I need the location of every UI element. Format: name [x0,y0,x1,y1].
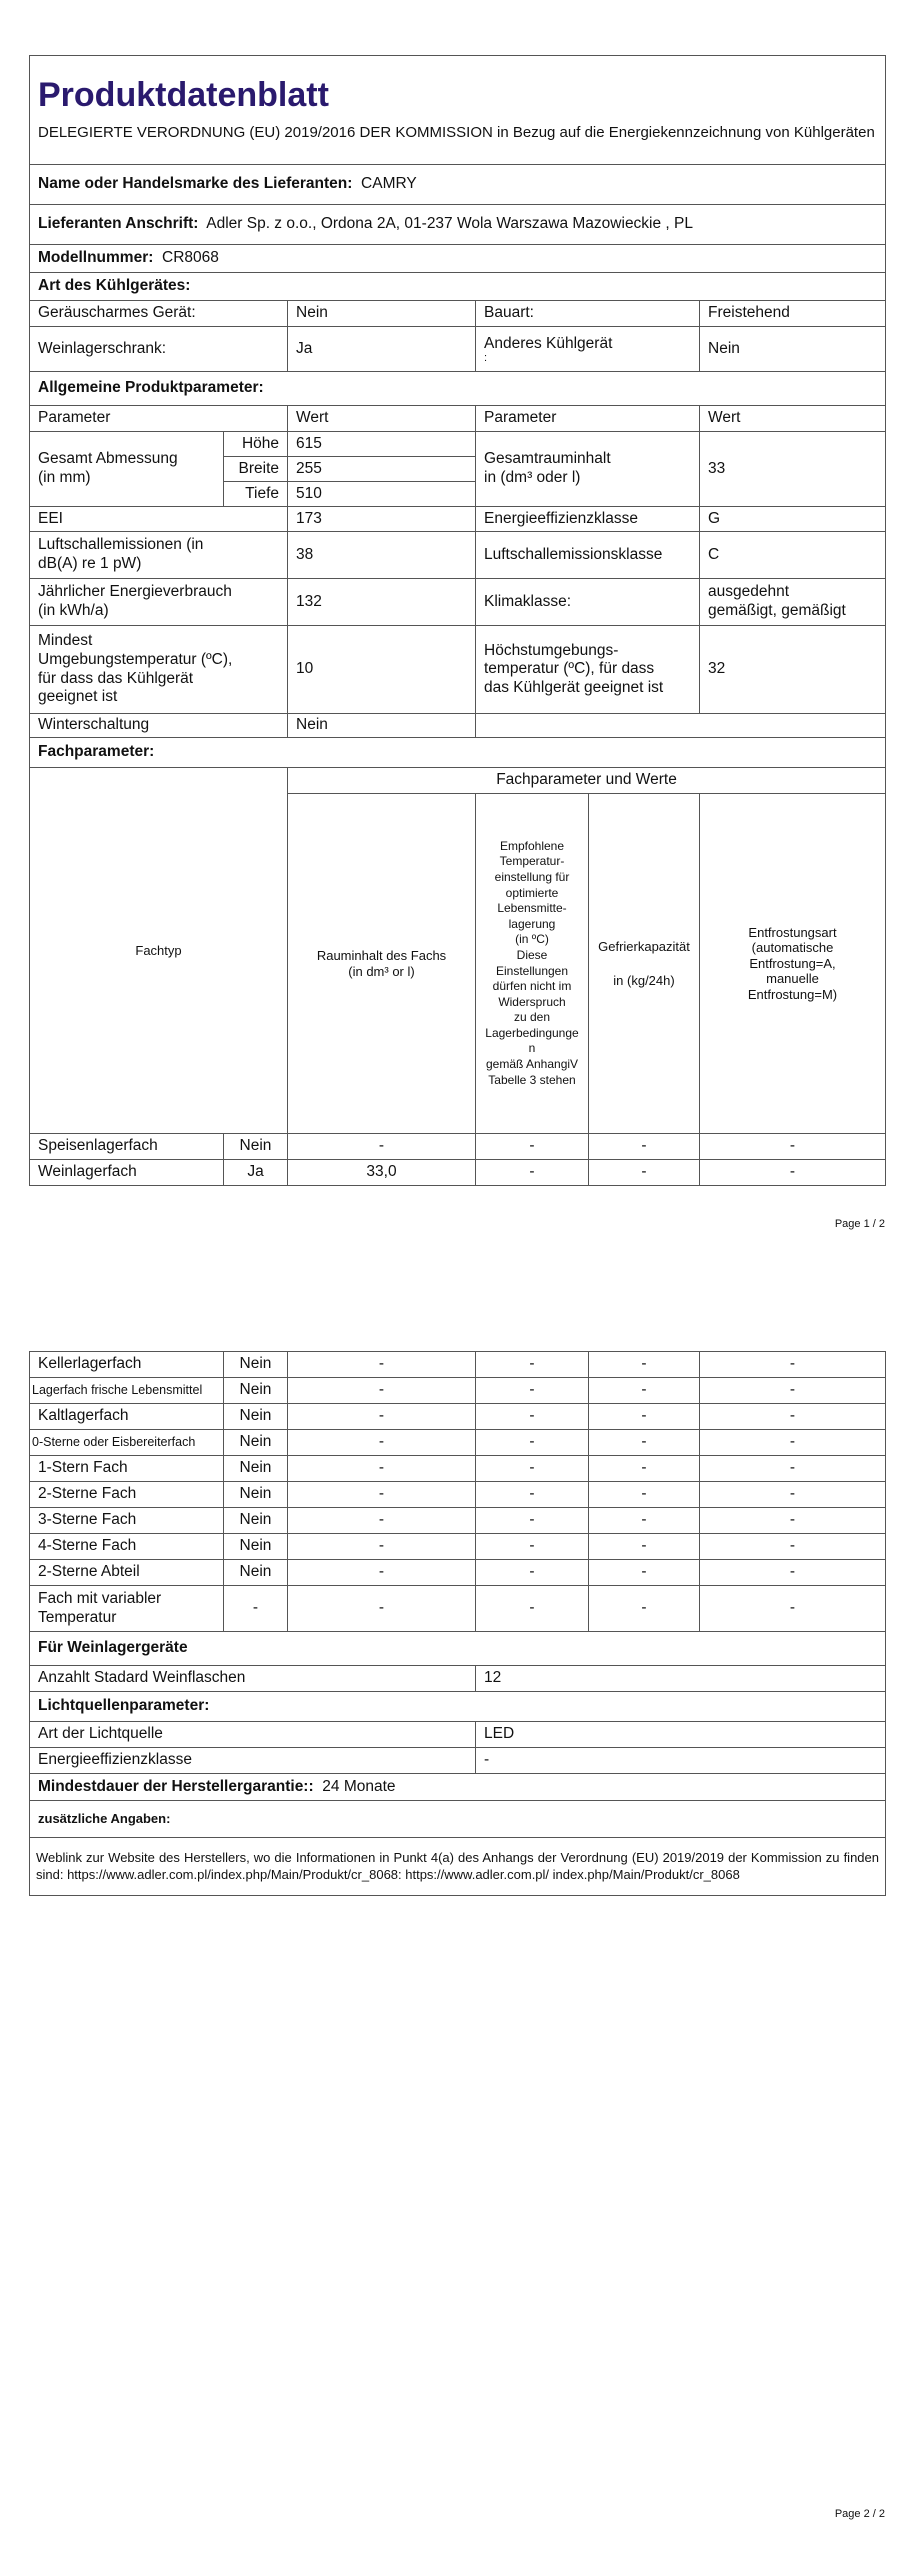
page-number-1: Page 1 / 2 [834,1218,885,1230]
fach-volume: - [288,1560,476,1586]
art-row2-label1: Weinlagerschrank: [30,327,288,372]
fach-volume: - [288,1456,476,1482]
fach-freeze: - [589,1560,700,1586]
fach-row [30,1534,886,1560]
col-defrost [700,794,886,1134]
wein-value: 12 [476,1666,886,1692]
fach-group-header: Fachparameter und Werte [288,768,886,794]
fach-temp: - [476,1404,589,1430]
fach-present: Nein [224,1430,288,1456]
fach-present: Nein [224,1134,288,1160]
dims-key-breite: Breite [224,457,288,482]
supplier-row [30,165,886,205]
fach-name: 2-Sterne Abteil [30,1560,224,1586]
art-row2-colon: : [484,351,488,364]
col-temp [476,794,589,1134]
dims-label-line1: Gesamt Abmessung [38,450,178,468]
winter-value: Nein [288,714,476,738]
col-freeze [589,794,700,1134]
fach-temp: - [476,1352,589,1378]
fach-heading: Fachparameter: [30,738,886,768]
fach-row [30,1508,886,1534]
energy-class-value: G [700,507,886,532]
hdr-wert-1: Wert [288,406,476,432]
fach-volume: - [288,1352,476,1378]
address-label: Lieferanten Anschrift: [38,215,199,233]
licht-type-value: LED [476,1722,886,1748]
fach-row [30,1456,886,1482]
fach-name: Speisenlagerfach [30,1134,224,1160]
min-temp-line4: geeignet ist [38,688,118,706]
col-defrost-line-3: Entfrostung=A, [749,955,836,971]
fach-temp: - [476,1534,589,1560]
fach-freeze: - [589,1482,700,1508]
dims-value-hoehe: 615 [288,432,476,457]
fach-temp: - [476,1430,589,1456]
col-defrost-line-2: (automatische [751,940,834,956]
noise-class-value: C [700,532,886,579]
eei-value: 173 [288,507,476,532]
min-temp-line1: Mindest [38,632,93,650]
dims-label-line2: (in mm) [38,469,91,486]
wein-heading: Für Weinlagergeräte [30,1632,886,1666]
dims-key-hoehe: Höhe [224,432,288,457]
supplier-value: CAMRY [361,175,417,193]
fach-volume: - [288,1482,476,1508]
dims-key-tiefe: Tiefe [224,482,288,507]
noise-label [30,532,288,579]
fach-name: 0-Sterne oder Eisbereiterfach [30,1430,224,1456]
licht-class-value: - [476,1748,886,1774]
winter-empty [476,714,886,738]
col-temp-line-13: Lagerbedingunge [485,1025,579,1040]
variable-defrost: - [700,1586,886,1632]
fach-row [30,1404,886,1430]
model-label: Modellnummer: [38,249,154,267]
fach-freeze: - [589,1508,700,1534]
fach-defrost: - [700,1508,886,1534]
winter-label: Winterschaltung [30,714,288,738]
fach-row [30,1430,886,1456]
fach-temp: - [476,1456,589,1482]
climate-label: Klimaklasse: [476,579,700,626]
fach-row [30,1160,886,1186]
col-freeze-line1: Gefrierkapazität [598,938,690,954]
volume-label-line1: Gesamtrauminhalt [484,450,611,468]
fach-freeze: - [589,1160,700,1186]
fach-row [30,1134,886,1160]
fach-present: Nein [224,1456,288,1482]
fach-present: Nein [224,1560,288,1586]
address-value: Adler Sp. z o.o., Ordona 2A, 01-237 Wola Warszawa Mazowieckie , PL [206,215,694,233]
col-temp-line-5: Lebensmitte- [497,901,567,916]
fach-temp: - [476,1482,589,1508]
fach-row [30,1352,886,1378]
variable-temp: - [476,1586,589,1632]
noise-label-line2: dB(A) re 1 pW) [38,555,142,572]
fach-present: Nein [224,1404,288,1430]
art-row2-value1: Ja [288,327,476,372]
licht-type-label: Art der Lichtquelle [30,1722,476,1748]
garantie-label: Mindestdauer der Herstellergarantie:: [38,1777,314,1795]
fach-present: Nein [224,1378,288,1404]
datasheet-table-page-1 [29,55,886,1186]
licht-class-label: Energieeffizienzklasse [30,1748,476,1774]
fach-defrost: - [700,1430,886,1456]
fach-defrost: - [700,1534,886,1560]
page-2 [29,1351,885,2520]
fach-name: Kellerlagerfach [30,1352,224,1378]
col-temp-line-2: Temperatur- [499,854,565,869]
fach-temp: - [476,1560,589,1586]
volume-value: 33 [700,432,886,507]
energy-label [30,579,288,626]
fach-volume: - [288,1134,476,1160]
climate-value-line1: ausgedehnt [708,583,790,601]
fach-volume: - [288,1430,476,1456]
fach-name: 1-Stern Fach [30,1456,224,1482]
fach-present: Nein [224,1508,288,1534]
fach-defrost: - [700,1456,886,1482]
model-value: CR8068 [162,249,219,267]
energy-value: 132 [288,579,476,626]
col-temp-line-15: gemäß AnhangiV [485,1057,579,1072]
col-temp-line-11: Widerspruch [498,994,566,1009]
col-defrost-line-4: manuelle [766,971,819,987]
volume-label-line2: in (dm³ oder l) [484,469,581,486]
art-row2-value2: Nein [700,327,886,372]
fach-freeze: - [589,1378,700,1404]
fach-defrost: - [700,1134,886,1160]
fach-row [30,1378,886,1404]
col-temp-line-12: zu den [513,1010,551,1025]
wein-label: Anzahlt Stadard Weinflaschen [30,1666,476,1692]
hdr-wert-2: Wert [700,406,886,432]
fach-name: 3-Sterne Fach [30,1508,224,1534]
fach-defrost: - [700,1482,886,1508]
col-fachtyp: Fachtyp [30,768,288,1134]
garantie-row [30,1774,886,1801]
max-temp-line2: temperatur (ºC), für dass [484,660,655,678]
fach-present: Nein [224,1352,288,1378]
min-temp-line2: Umgebungstemperatur (ºC), [38,650,233,668]
col-volume [288,794,476,1134]
art-row1-label2: Bauart: [476,301,700,327]
zusatz-heading: zusätzliche Angaben: [30,1801,886,1838]
fach-volume: - [288,1508,476,1534]
address-row [30,205,886,245]
climate-value [700,579,886,626]
variable-freeze: - [589,1586,700,1632]
licht-heading: Lichtquellenparameter: [30,1692,886,1722]
col-temp-line-16: Tabelle 3 stehen [488,1072,576,1087]
col-freeze-line2: in (kg/24h) [613,972,675,988]
fach-freeze: - [589,1134,700,1160]
fach-volume: - [288,1378,476,1404]
noise-class-label: Luftschallemissionsklasse [476,532,700,579]
col-defrost-line-1: Entfrostungsart [748,924,837,940]
fach-defrost: - [700,1404,886,1430]
variable-name [30,1586,224,1632]
col-temp-line-6: lagerung [508,916,556,931]
max-temp-value: 32 [700,626,886,714]
fach-row [30,1482,886,1508]
col-temp-line-8: Diese [516,947,548,962]
page-number-2: Page 2 / 2 [834,2508,885,2520]
art-row2-label2-cell [476,327,700,372]
max-temp-label [476,626,700,714]
fach-volume: - [288,1534,476,1560]
art-row2-label2: Anderes Kühlgerät [484,335,613,353]
fach-row [30,1560,886,1586]
fach-name: Lagerfach frische Lebensmittel [30,1378,224,1404]
col-volume-line2: (in dm³ or l) [348,963,415,979]
col-temp-line-4: optimierte [505,885,559,900]
fach-present: Nein [224,1534,288,1560]
fach-temp: - [476,1134,589,1160]
art-heading: Art des Kühlgerätes: [30,273,886,301]
min-temp-value: 10 [288,626,476,714]
fach-present: Ja [224,1160,288,1186]
fach-freeze: - [589,1430,700,1456]
col-defrost-line-5: Entfrostung=M) [747,986,838,1002]
variable-name-line1: Fach mit variabler [38,1589,162,1607]
col-temp-line-14: n [528,1041,536,1056]
fach-name: 2-Sterne Fach [30,1482,224,1508]
model-row [30,245,886,273]
art-row1-label1: Geräuscharmes Gerät: [30,301,288,327]
fach-volume: - [288,1404,476,1430]
fach-name: Kaltlagerfach [30,1404,224,1430]
fach-present: Nein [224,1482,288,1508]
datasheet-table-page-2 [29,1351,886,1896]
col-temp-line-7: (in ºC) [515,932,549,947]
col-temp-line-3: einstellung für [494,869,570,884]
fach-freeze: - [589,1404,700,1430]
min-temp-line3: für dass das Kühlgerät [38,669,194,687]
col-temp-line-10: dürfen nicht im [492,979,572,994]
fach-temp: - [476,1160,589,1186]
art-row1-value2: Freistehend [700,301,886,327]
hdr-parameter-1: Parameter [30,406,288,432]
page-title: Produktdatenblatt [38,75,329,114]
fach-defrost: - [700,1160,886,1186]
col-temp-line-9: Einstellungen [495,963,569,978]
header-cell [30,56,886,165]
fach-defrost: - [700,1352,886,1378]
dims-label [30,432,224,507]
energy-label-line1: Jährlicher Energieverbrauch [38,583,232,601]
fach-freeze: - [589,1456,700,1482]
garantie-value: 24 Monate [322,1777,396,1795]
noise-value: 38 [288,532,476,579]
col-volume-line1: Rauminhalt des Fachs [316,947,447,963]
fach-freeze: - [589,1352,700,1378]
fach-name: 4-Sterne Fach [30,1534,224,1560]
hdr-parameter-2: Parameter [476,406,700,432]
variable-vol: - [288,1586,476,1632]
variable-name-line2: Temperatur [38,1608,117,1626]
supplier-label: Name oder Handelsmarke des Lieferanten: [38,175,353,193]
allgemein-heading: Allgemeine Produktparameter: [30,372,886,406]
art-row1-value1: Nein [288,301,476,327]
noise-label-line1: Luftschallemissionen (in [38,536,204,554]
energy-class-label: Energieeffizienzklasse [476,507,700,532]
min-temp-label [30,626,288,714]
fach-name: Weinlagerfach [30,1160,224,1186]
volume-label [476,432,700,507]
variable-present: - [224,1586,288,1632]
fach-freeze: - [589,1534,700,1560]
fach-volume: 33,0 [288,1160,476,1186]
max-temp-line1: Höchstumgebungs- [484,641,619,659]
regulation-subtitle: DELEGIERTE VERORDNUNG (EU) 2019/2016 DER KOMMISSION in Bezug auf die Energiekennzeichnung von Kühlgeräten [38,124,875,142]
fach-temp: - [476,1378,589,1404]
fach-defrost: - [700,1560,886,1586]
fach-defrost: - [700,1378,886,1404]
max-temp-line3: das Kühlgerät geeignet ist [484,678,664,696]
zusatz-text: Weblink zur Website des Herstellers, wo die Informationen in Punkt 4(a) des Anhangs der Verordnung (EU) 2019/2019 der Kommission zu finden sind: https://www.adler.com.pl/index.php/Main/Produkt/cr_8068: https://www.adler.com.pl/ index.php/Main/Produkt/cr_8068 [30,1838,886,1896]
col-temp-line-1: Empfohlene [499,838,565,853]
dims-value-breite: 255 [288,457,476,482]
dims-value-tiefe: 510 [288,482,476,507]
fach-temp: - [476,1508,589,1534]
energy-label-line2: (in kWh/a) [38,602,109,619]
eei-label: EEI [30,507,288,532]
climate-value-line2: gemäßigt, gemäßigt [708,602,846,619]
page-1 [29,55,885,1230]
